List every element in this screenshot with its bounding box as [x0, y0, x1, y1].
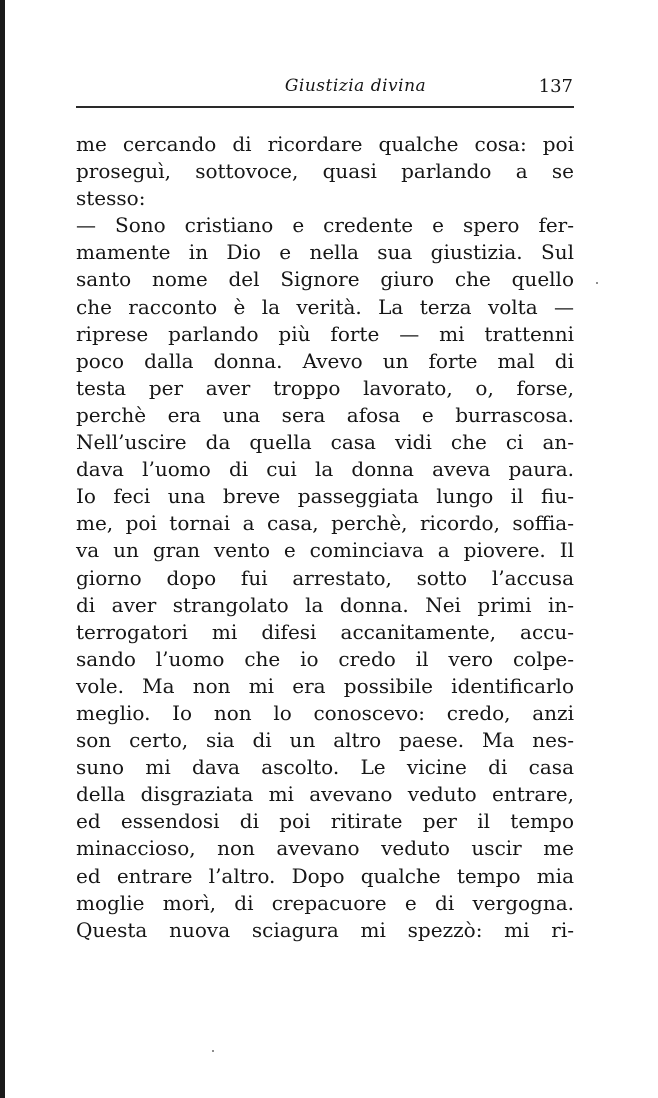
text-line: ed essendosi di poi ritirate per il tempo [76, 809, 574, 834]
text-line: della disgraziata mi avevano veduto entrare, [76, 782, 574, 807]
page-number: 137 [538, 76, 573, 97]
text-line: Nell’uscire da quella casa vidi che ci an- [76, 430, 574, 455]
text-line: moglie morì, di crepacuore e di vergogna. [76, 890, 574, 915]
body-text [76, 131, 574, 944]
text-line: son certo, sia di un altro paese. Ma nes- [76, 728, 574, 753]
text-line: ed entrare l’altro. Dopo qualche tempo mia [76, 863, 574, 888]
text-line: minaccioso, non avevano veduto uscir me [76, 836, 574, 861]
text-line: proseguì, sottovoce, quasi parlando a se [76, 159, 574, 184]
text-line: testa per aver troppo lavorato, o, forse, [76, 375, 574, 400]
text-line: dava l’uomo di cui la donna aveva paura. [76, 457, 574, 482]
text-line: mamente in Dio e nella sua giustizia. Sul [76, 240, 574, 265]
text-line: santo nome del Signore giuro che quello [76, 267, 574, 292]
header-rule [76, 106, 574, 108]
text-line: stesso: [76, 186, 146, 211]
paper-speck [212, 1050, 214, 1052]
text-line: me, poi tornai a casa, perchè, ricordo, soffia- [76, 511, 574, 536]
text-line: me cercando di ricordare qualche cosa: poi [76, 132, 574, 156]
text-line: — Sono cristiano e credente e spero fer- [76, 213, 574, 238]
text-line: che racconto è la verità. La terza volta — [76, 294, 574, 319]
text-line: di aver strangolato la donna. Nei primi in- [76, 592, 574, 617]
running-title: Giustizia divina [284, 76, 427, 96]
text-line: poco dalla donna. Avevo un forte mal di [76, 348, 574, 373]
running-head [78, 76, 573, 100]
text-line: va un gran vento e cominciava a piovere. Il [76, 538, 574, 563]
text-line: meglio. Io non lo conoscevo: credo, anzi [76, 700, 574, 725]
text-line: Questa nuova sciagura mi spezzò: mi ri- [76, 917, 574, 942]
text-line: giorno dopo fui arrestato, sotto l’accusa [76, 565, 574, 590]
text-line: perchè era una sera afosa e burrascosa. [76, 402, 574, 427]
paper-speck [596, 282, 598, 284]
text-line: sando l’uomo che io credo il vero colpe- [76, 646, 574, 671]
text-line: suno mi dava ascolto. Le vicine di casa [76, 755, 574, 780]
text-line: terrogatori mi difesi accanitamente, accu- [76, 619, 574, 644]
text-line: Io feci una breve passeggiata lungo il fiu- [76, 484, 574, 509]
text-line: vole. Ma non mi era possibile identificarlo [76, 673, 574, 698]
text-line: riprese parlando più forte — mi trattenni [76, 321, 574, 346]
